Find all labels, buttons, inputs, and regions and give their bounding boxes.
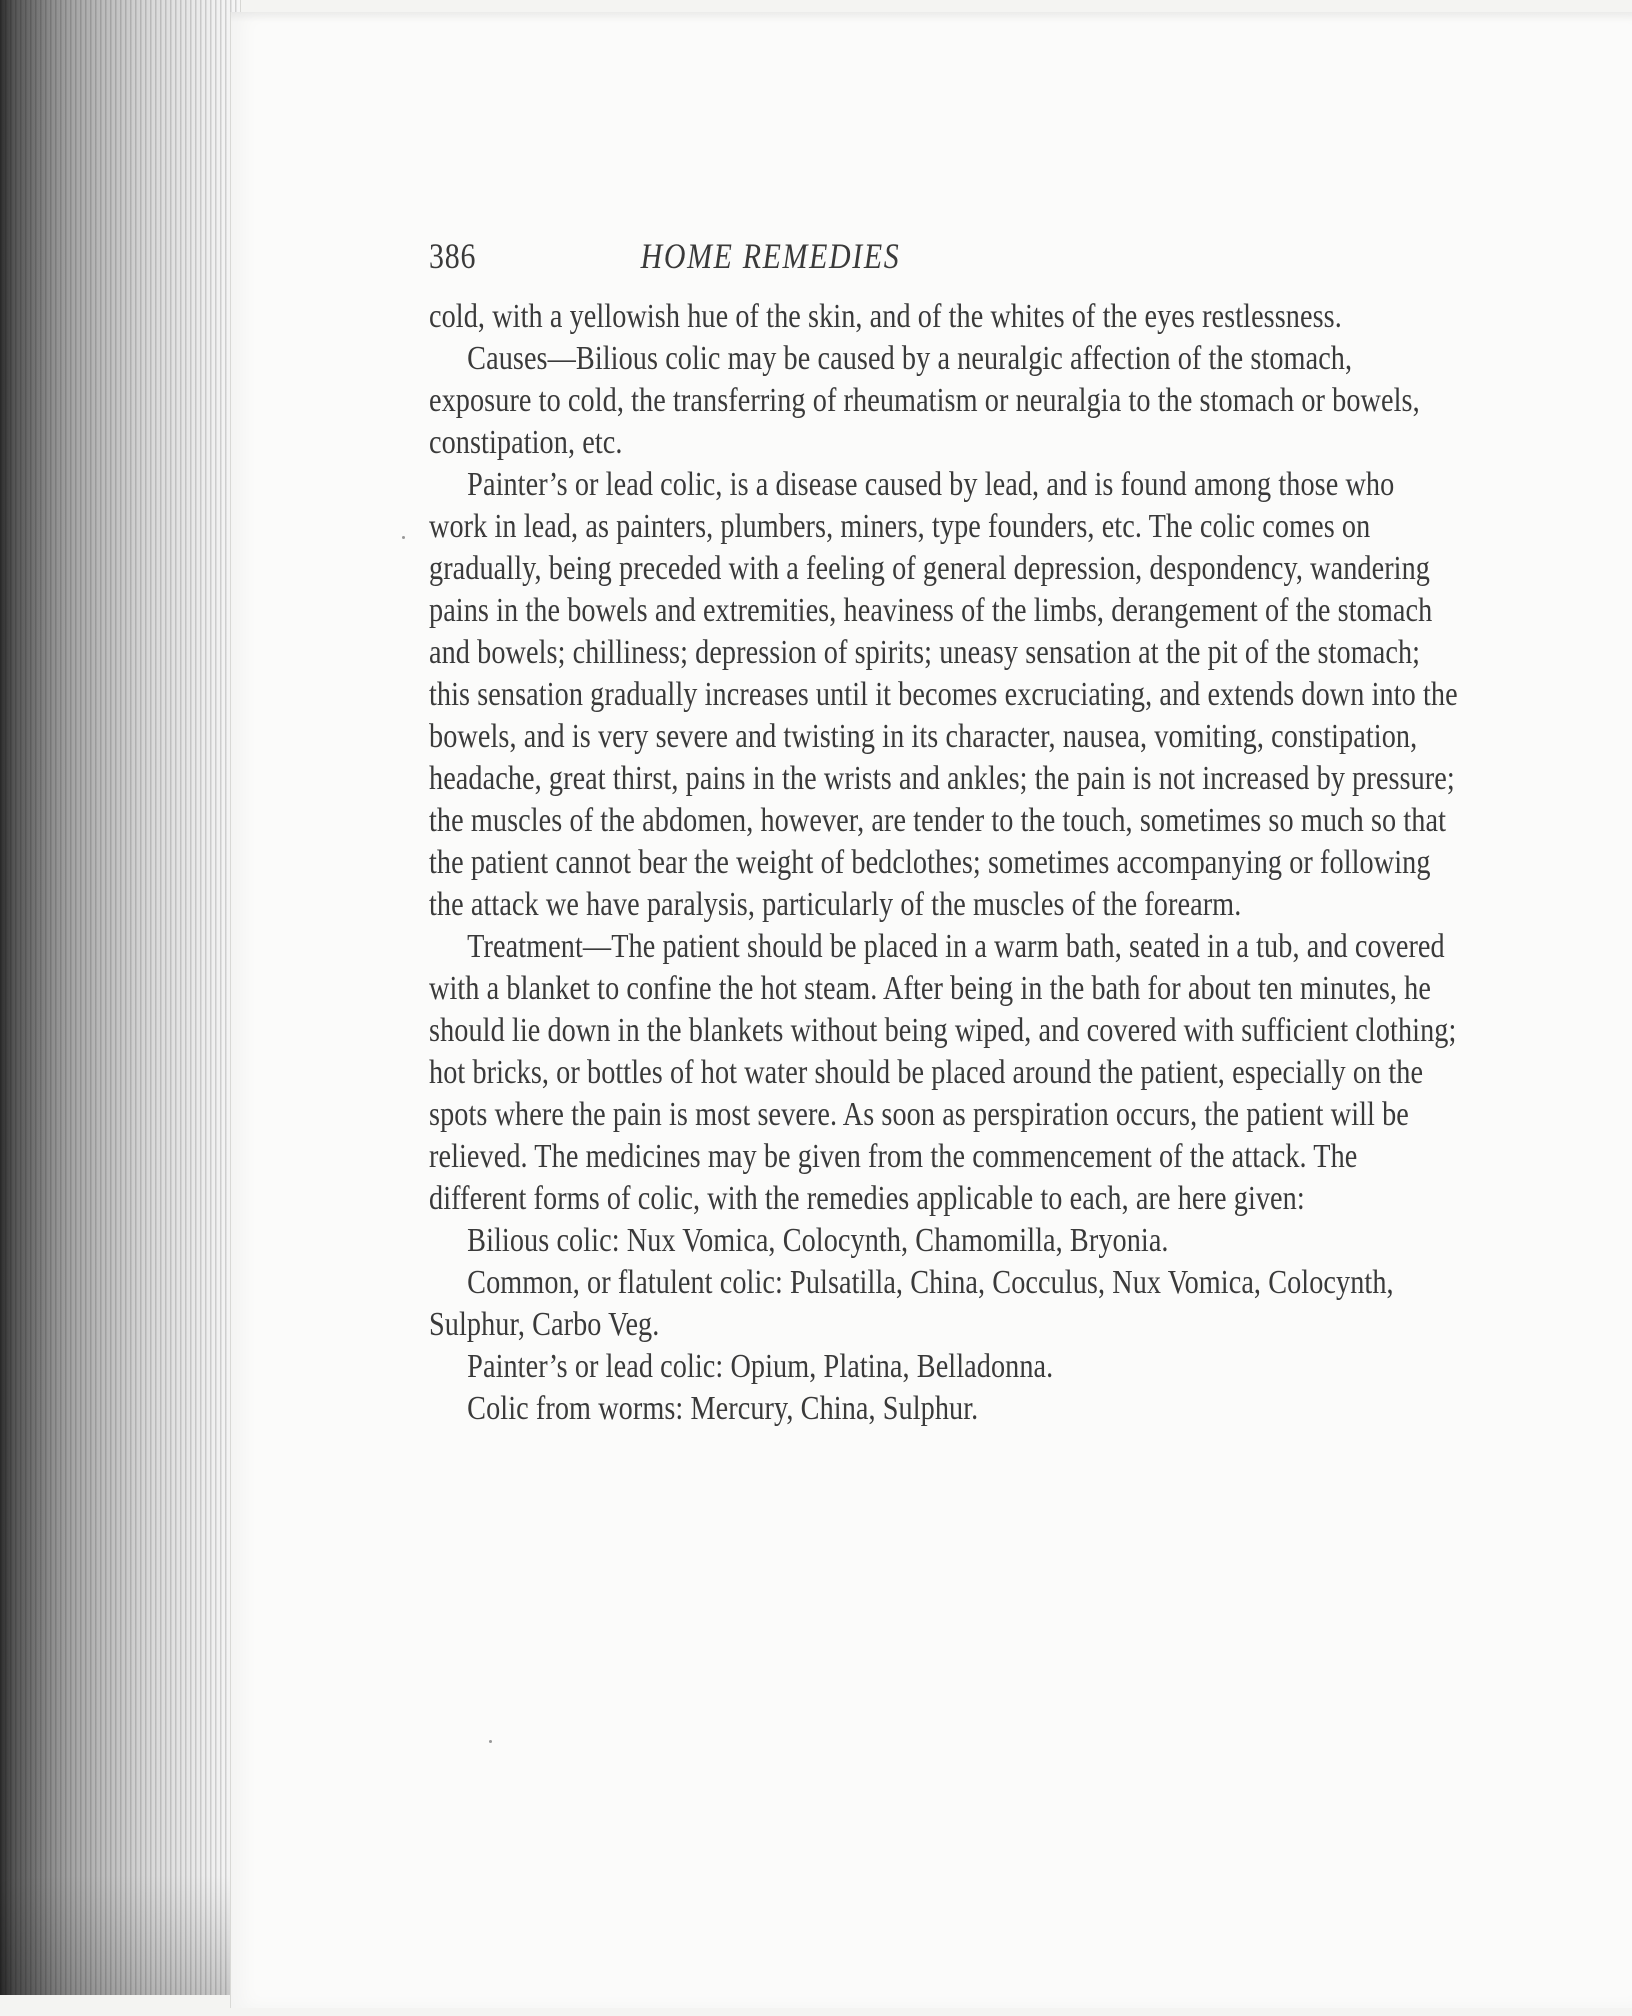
remedy-flatulent-colic: Common, or flatulent colic: Pulsatilla, China, Cocculus, Nux Vomica, Colocynth, Sulphur, Carbo Veg. [429,1264,1394,1343]
page-content [429,238,1458,1430]
paragraph-treatment: Treatment—The patient should be placed in a warm bath, seated in a tub, and covered with a blanket to confine the hot steam. After being in the bath for about ten minutes, he should lie down in the blankets without being wiped, and covered with sufficient clothing; hot bricks, or bottles of hot water should be placed around the patient, especially on the spots where the pain is most severe. As soon as perspiration occurs, the patient will be relieved. The medicines may be given from the commencement of the attack. The different forms of colic, with the remedies applicable to each, are here given: [429,928,1457,1217]
paragraph-lead-colic: Painter’s or lead colic, is a disease caused by lead, and is found among those who work in lead, as painters, plumbers, miners, type founders, etc. The colic comes on gradually, being preceded with a feeling of general depression, despondency, wandering pains in the bowels and extremities, heaviness of the limbs, derangement of the stomach and bowels; chilliness; depression of spirits; uneasy sensation at the pit of the stomach; this sensation gradually increases until it becomes excruciating, and extends down into the bowels, and is very severe and twisting in its character, nausea, vomiting, constipation, headache, great thirst, pains in the wrists and ankles; the pain is not increased by pressure; the muscles of the abdomen, however, are tender to the touch, sometimes so much so that the patient cannot bear the weight of bedclothes; sometimes accompanying or following the attack we have paralysis, particularly of the muscles of the forearm. [429,466,1458,923]
page-header-title: HOME REMEDIES [640,236,901,276]
paragraph-causes: Causes—Bilious colic may be caused by a neuralgic affection of the stomach, exposure to cold, the transferring of rheumatism or neuralgia to the stomach or bowels, constipation, etc. [429,340,1420,461]
page-number: 386 [429,236,477,276]
scan-speck [402,536,405,539]
remedy-lead-colic: Painter’s or lead colic: Opium, Platina, Belladonna. [467,1348,1054,1385]
page-sheet [230,12,1632,2008]
running-header [429,238,1458,274]
scan-speck [489,1740,492,1743]
body-text [429,296,1458,1430]
book-page-edges [0,0,241,1995]
remedy-bilious-colic: Bilious colic: Nux Vomica, Colocynth, Chamomilla, Bryonia. [467,1222,1169,1259]
paragraph-continuation: cold, with a yellowish hue of the skin, and of the whites of the eyes restlessness. [429,298,1342,335]
remedy-worm-colic: Colic from worms: Mercury, China, Sulphur. [467,1390,979,1427]
